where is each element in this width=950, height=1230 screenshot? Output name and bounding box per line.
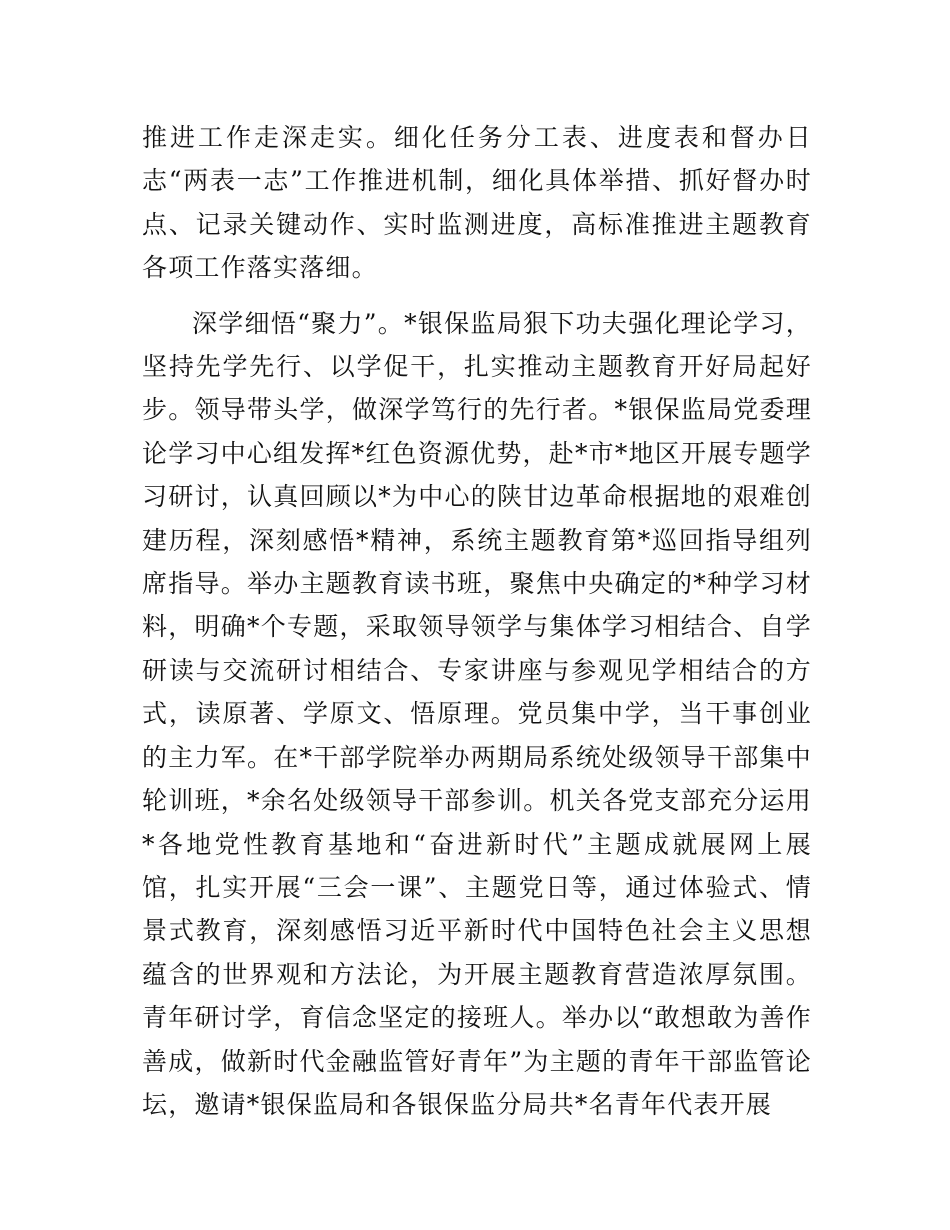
document-body [142, 116, 812, 1126]
paragraph-work-progress: 推进工作走深走实。细化任务分工表、进度表和督办日志“两表一志”工作推进机制，细化具体举措、抓好督办时点、记录关键动作、实时监测进度，高标准推进主题教育各项工作落实落细。 [142, 123, 812, 283]
paragraph-deep-study: 深学细悟“聚力”。*银保监局狠下功夫强化理论学习，坚持先学先行、以学促干，扎实推动主题教育开好局起好步。领导带头学，做深学笃行的先行者。*银保监局党委理论学习中心组发挥*红色资源优势，赴*市*地区开展专题学习研讨，认真回顾以*为中心的陕甘边革命根据地的艰难创建历程，深刻感悟*精神，系统主题教育第*巡回指导组列席指导。举办主题教育读书班，聚焦中央确定的*种学习材料，明确*个专题，采取领导领学与集体学习相结合、自学研读与交流研讨相结合、专家讲座与参观见学相结合的方式，读原著、学原文、悟原理。党员集中学，当干事创业的主力军。在*干部学院举办两期局系统处级领导干部集中轮训班，*余名处级领导干部参训。机关各党支部充分运用*各地党性教育基地和“奋进新时代”主题成就展网上展馆，扎实开展“三会一课”、主题党日等，通过体验式、情景式教育，深刻感悟习近平新时代中国特色社会主义思想蕴含的世界观和方法论，为开展主题教育营造浓厚氛围。青年研讨学，育信念坚定的接班人。举办以“敢想敢为善作善成，做新时代金融监管好青年”为主题的青年干部监管论坛，邀请*银保监局和各银保监分局共*名青年代表开展 [142, 308, 812, 1119]
